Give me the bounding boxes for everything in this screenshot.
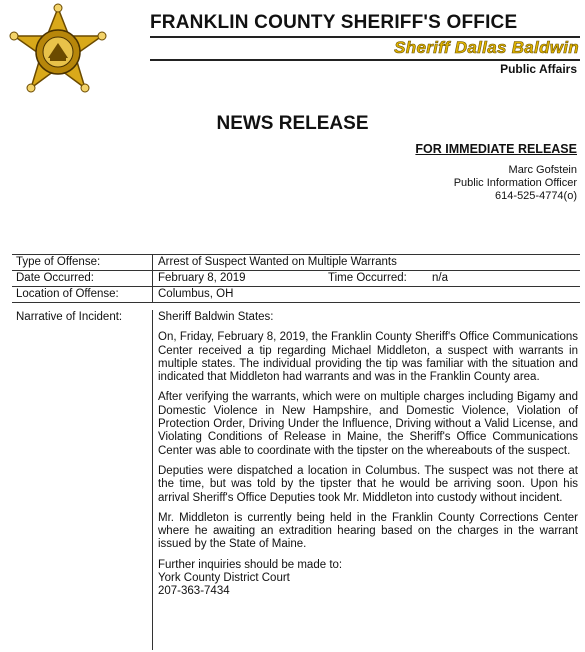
- contact-title: Public Information Officer: [453, 177, 577, 189]
- location-row: [12, 287, 580, 303]
- location-value: Columbus, OH: [158, 288, 234, 300]
- narrative-body: [158, 311, 578, 599]
- contact-block: [454, 164, 577, 203]
- sheriff-star-badge-icon: [8, 2, 108, 102]
- narrative-paragraph: On, Friday, February 8, 2019, the Franklin County Sheriff's Office Communications Center received a tip regarding Michael Middleton, a suspect with warrants in multiple states. The individual providing the tip was familiar with the situation and indicated that Middleton had warrants and was in the Franklin County area.: [158, 331, 578, 384]
- narrative-column-divider: [152, 310, 153, 650]
- contact-name: Marc Gofstein: [508, 164, 577, 176]
- date-occurred-value: February 8, 2019: [158, 272, 246, 284]
- type-of-offense-row: [12, 255, 580, 271]
- type-of-offense-label: Type of Offense:: [16, 256, 101, 268]
- court-phone: 207-363-7434: [158, 585, 230, 598]
- news-release-heading: NEWS RELEASE: [216, 113, 369, 134]
- location-label: Location of Offense:: [16, 288, 119, 300]
- header-rule-bottom: [150, 59, 580, 61]
- date-occurred-row: [12, 271, 580, 287]
- narrative-paragraph: Mr. Middleton is currently being held in the Franklin County Corrections Center where he awaiting an extradition hearing based on the charges in the warrant issued by the State of Maine.: [158, 511, 578, 551]
- sheriff-name: Sheriff Dallas Baldwin: [394, 38, 579, 57]
- time-occurred-value: n/a: [432, 272, 448, 284]
- time-occurred-label: Time Occurred:: [328, 272, 407, 284]
- contact-phone: 614-525-4774(o): [495, 190, 577, 202]
- incident-info-table: [12, 255, 580, 303]
- row-divider: [12, 302, 580, 303]
- org-title: FRANKLIN COUNTY SHERIFF'S OFFICE: [150, 12, 518, 33]
- narrative-paragraph: Deputies were dispatched a location in Columbus. The suspect was not there at the time, but was told by the tipster that he would be arriving soon. Upon his arrival Sheriff's Office Deputies took Mr. Middleton into custody without incident.: [158, 464, 578, 504]
- immediate-release-label: FOR IMMEDIATE RELEASE: [415, 142, 577, 156]
- court-name: York County District Court: [158, 572, 290, 585]
- narrative-label: Narrative of Incident:: [16, 311, 123, 323]
- narrative-intro: Sheriff Baldwin States:: [158, 311, 274, 323]
- type-of-offense-value: Arrest of Suspect Wanted on Multiple Warrants: [158, 256, 397, 268]
- inquiries-line: Further inquiries should be made to:: [158, 558, 343, 571]
- narrative-paragraph: After verifying the warrants, which were on multiple charges including Bigamy and Domestic Violence in New Hampshire, and Domestic Violence, Violation of Protection Order, Driving Under the Influence, Driving without a Valid License, and Violating Conditions of Release in Maine, the Sheriff's Office Communications Center was able to coordinate with the tipster on the whereabouts of the suspect.: [158, 391, 578, 457]
- date-occurred-label: Date Occurred:: [16, 272, 94, 284]
- department-label: Public Affairs: [500, 62, 577, 76]
